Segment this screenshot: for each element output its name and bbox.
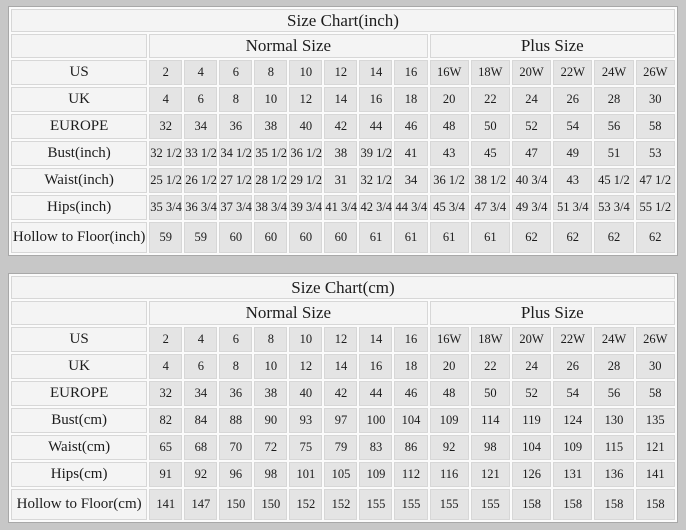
- size-cell: 14: [359, 327, 392, 352]
- size-cell: 28 1/2: [254, 168, 287, 193]
- table-row: [11, 168, 675, 193]
- size-cell: 34: [394, 168, 427, 193]
- size-cell: 24: [512, 87, 551, 112]
- size-cell: 56: [594, 114, 633, 139]
- normal-size-header: Normal Size: [149, 34, 427, 58]
- row-label-bust-cm: Bust(cm): [11, 408, 147, 433]
- size-cell: 93: [289, 408, 322, 433]
- table-row: [11, 327, 675, 352]
- size-cell: 155: [471, 489, 510, 520]
- size-cell: 136: [594, 462, 633, 487]
- size-cell: 33 1/2: [184, 141, 217, 166]
- size-cell: 130: [594, 408, 633, 433]
- size-cell: 28: [594, 354, 633, 379]
- size-cell: 109: [359, 462, 392, 487]
- size-chart-table-size-chart-inch: [8, 6, 678, 256]
- size-cell: 6: [184, 87, 217, 112]
- size-cell: 60: [289, 222, 322, 253]
- corner-cell: [11, 301, 147, 325]
- size-cell: 84: [184, 408, 217, 433]
- size-cell: 104: [512, 435, 551, 460]
- size-cell: 61: [394, 222, 427, 253]
- size-cell: 38: [254, 381, 287, 406]
- size-cell: 42: [324, 114, 357, 139]
- size-cell: 68: [184, 435, 217, 460]
- size-cell: 155: [394, 489, 427, 520]
- size-cell: 38: [324, 141, 357, 166]
- size-cell: 4: [149, 354, 182, 379]
- size-cell: 29 1/2: [289, 168, 322, 193]
- size-cell: 43: [553, 168, 592, 193]
- size-cell: 44: [359, 114, 392, 139]
- size-cell: 62: [636, 222, 675, 253]
- corner-cell: [11, 34, 147, 58]
- size-cell: 36: [219, 114, 252, 139]
- size-cell: 35 3/4: [149, 195, 182, 220]
- size-cell: 6: [184, 354, 217, 379]
- size-cell: 38 1/2: [471, 168, 510, 193]
- size-cell: 22: [471, 354, 510, 379]
- size-cell: 26W: [636, 60, 675, 85]
- size-cell: 16: [394, 327, 427, 352]
- size-cell: 56: [594, 381, 633, 406]
- size-cell: 8: [219, 87, 252, 112]
- size-cell: 124: [553, 408, 592, 433]
- size-cell: 20W: [512, 327, 551, 352]
- size-cell: 28: [594, 87, 633, 112]
- row-label-uk: UK: [11, 87, 147, 112]
- size-cell: 109: [553, 435, 592, 460]
- size-cell: 150: [254, 489, 287, 520]
- size-cell: 18: [394, 87, 427, 112]
- size-cell: 39 1/2: [359, 141, 392, 166]
- size-cell: 22W: [553, 60, 592, 85]
- size-cell: 31: [324, 168, 357, 193]
- size-cell: 36 1/2: [430, 168, 469, 193]
- size-cell: 4: [184, 60, 217, 85]
- row-label-hips-cm: Hips(cm): [11, 462, 147, 487]
- size-cell: 8: [219, 354, 252, 379]
- size-cell: 45: [471, 141, 510, 166]
- table-row: [11, 60, 675, 85]
- table-row: [11, 87, 675, 112]
- size-cell: 96: [219, 462, 252, 487]
- size-cell: 12: [289, 87, 322, 112]
- size-cell: 42: [324, 381, 357, 406]
- row-label-waist-cm: Waist(cm): [11, 435, 147, 460]
- size-cell: 79: [324, 435, 357, 460]
- size-cell: 49: [553, 141, 592, 166]
- size-cell: 155: [430, 489, 469, 520]
- size-cell: 54: [553, 381, 592, 406]
- row-label-hollow-to-floor-cm: Hollow to Floor(cm): [11, 489, 147, 520]
- size-cell: 59: [184, 222, 217, 253]
- size-cell: 16: [359, 87, 392, 112]
- table-row: [11, 489, 675, 520]
- size-cell: 42 3/4: [359, 195, 392, 220]
- size-cell: 38: [254, 114, 287, 139]
- size-cell: 34: [184, 381, 217, 406]
- size-cell: 101: [289, 462, 322, 487]
- size-cell: 47: [512, 141, 551, 166]
- plus-size-header: Plus Size: [430, 34, 676, 58]
- size-cell: 14: [359, 60, 392, 85]
- size-cell: 152: [289, 489, 322, 520]
- size-cell: 26W: [636, 327, 675, 352]
- size-cell: 36 1/2: [289, 141, 322, 166]
- size-cell: 158: [594, 489, 633, 520]
- size-cell: 88: [219, 408, 252, 433]
- size-cell: 10: [289, 60, 322, 85]
- size-cell: 40: [289, 114, 322, 139]
- size-cell: 30: [636, 87, 675, 112]
- row-label-waist-inch: Waist(inch): [11, 168, 147, 193]
- size-cell: 6: [219, 60, 252, 85]
- size-cell: 60: [324, 222, 357, 253]
- size-cell: 116: [430, 462, 469, 487]
- size-cell: 158: [636, 489, 675, 520]
- size-cell: 82: [149, 408, 182, 433]
- row-label-bust-inch: Bust(inch): [11, 141, 147, 166]
- size-cell: 126: [512, 462, 551, 487]
- size-cell: 45 1/2: [594, 168, 633, 193]
- size-cell: 135: [636, 408, 675, 433]
- size-cell: 51: [594, 141, 633, 166]
- size-cell: 18W: [471, 60, 510, 85]
- row-label-hollow-to-floor-inch: Hollow to Floor(inch): [11, 222, 147, 253]
- size-cell: 62: [512, 222, 551, 253]
- size-cell: 155: [359, 489, 392, 520]
- size-cell: 100: [359, 408, 392, 433]
- size-cell: 61: [471, 222, 510, 253]
- size-cell: 39 3/4: [289, 195, 322, 220]
- size-cell: 46: [394, 114, 427, 139]
- size-cell: 18W: [471, 327, 510, 352]
- size-cell: 32 1/2: [359, 168, 392, 193]
- size-cell: 16: [359, 354, 392, 379]
- size-cell: 158: [512, 489, 551, 520]
- size-cell: 45 3/4: [430, 195, 469, 220]
- size-cell: 90: [254, 408, 287, 433]
- size-cell: 12: [324, 60, 357, 85]
- size-cell: 75: [289, 435, 322, 460]
- table-row: [11, 141, 675, 166]
- size-cell: 44: [359, 381, 392, 406]
- size-cell: 12: [289, 354, 322, 379]
- size-cell: 10: [254, 354, 287, 379]
- size-cell: 86: [394, 435, 427, 460]
- size-cell: 14: [324, 354, 357, 379]
- size-cell: 121: [471, 462, 510, 487]
- size-cell: 60: [219, 222, 252, 253]
- size-cell: 10: [254, 87, 287, 112]
- size-cell: 98: [471, 435, 510, 460]
- row-label-hips-inch: Hips(inch): [11, 195, 147, 220]
- size-cell: 10: [289, 327, 322, 352]
- size-cell: 32: [149, 114, 182, 139]
- size-cell: 65: [149, 435, 182, 460]
- size-cell: 119: [512, 408, 551, 433]
- size-cell: 30: [636, 354, 675, 379]
- size-cell: 12: [324, 327, 357, 352]
- size-cell: 53 3/4: [594, 195, 633, 220]
- size-cell: 50: [471, 381, 510, 406]
- size-cell: 22: [471, 87, 510, 112]
- size-cell: 34: [184, 114, 217, 139]
- size-cell: 32: [149, 381, 182, 406]
- plus-size-header: Plus Size: [430, 301, 675, 325]
- size-cell: 54: [553, 114, 592, 139]
- table-title: Size Chart(cm): [11, 276, 675, 299]
- size-cell: 8: [254, 327, 287, 352]
- table-row: [11, 462, 675, 487]
- size-cell: 2: [149, 60, 182, 85]
- size-cell: 112: [394, 462, 427, 487]
- size-cell: 72: [254, 435, 287, 460]
- size-cell: 48: [430, 381, 469, 406]
- size-cell: 40 3/4: [512, 168, 551, 193]
- size-cell: 121: [636, 435, 675, 460]
- size-cell: 83: [359, 435, 392, 460]
- size-cell: 41: [394, 141, 427, 166]
- size-cell: 26: [553, 354, 592, 379]
- size-cell: 60: [254, 222, 287, 253]
- size-cell: 97: [324, 408, 357, 433]
- size-cell: 40: [289, 381, 322, 406]
- row-label-us: US: [11, 327, 147, 352]
- size-cell: 115: [594, 435, 633, 460]
- size-cell: 26 1/2: [184, 168, 217, 193]
- size-cell: 26: [553, 87, 592, 112]
- size-cell: 49 3/4: [512, 195, 551, 220]
- table-row: [11, 435, 675, 460]
- table-row: [11, 222, 675, 253]
- size-cell: 47 1/2: [636, 168, 675, 193]
- size-cell: 62: [594, 222, 633, 253]
- row-label-us: US: [11, 60, 147, 85]
- size-cell: 38 3/4: [254, 195, 287, 220]
- size-cell: 152: [324, 489, 357, 520]
- size-cell: 24W: [594, 327, 633, 352]
- size-cell: 51 3/4: [553, 195, 592, 220]
- row-label-uk: UK: [11, 354, 147, 379]
- size-cell: 141: [636, 462, 675, 487]
- size-cell: 92: [430, 435, 469, 460]
- size-cell: 70: [219, 435, 252, 460]
- size-cell: 20: [430, 354, 469, 379]
- size-cell: 47 3/4: [471, 195, 510, 220]
- size-cell: 91: [149, 462, 182, 487]
- size-chart-table-size-chart-cm: [8, 273, 678, 523]
- table-row: [11, 381, 675, 406]
- size-cell: 48: [430, 114, 469, 139]
- size-cell: 58: [636, 114, 675, 139]
- table-title: Size Chart(inch): [11, 9, 675, 32]
- size-cell: 27 1/2: [219, 168, 252, 193]
- size-cell: 6: [219, 327, 252, 352]
- table-row: [11, 408, 675, 433]
- size-cell: 24W: [594, 60, 633, 85]
- size-cell: 36 3/4: [184, 195, 217, 220]
- size-cell: 25 1/2: [149, 168, 182, 193]
- size-cell: 50: [471, 114, 510, 139]
- size-cell: 131: [553, 462, 592, 487]
- size-cell: 20W: [512, 60, 551, 85]
- normal-size-header: Normal Size: [149, 301, 427, 325]
- size-cell: 104: [394, 408, 427, 433]
- size-cell: 52: [512, 381, 551, 406]
- size-cell: 52: [512, 114, 551, 139]
- size-cell: 105: [324, 462, 357, 487]
- size-cell: 8: [254, 60, 287, 85]
- table-row: [11, 195, 675, 220]
- size-cell: 20: [430, 87, 469, 112]
- size-cell: 59: [149, 222, 182, 253]
- size-cell: 43: [430, 141, 469, 166]
- size-cell: 44 3/4: [394, 195, 427, 220]
- size-cell: 62: [553, 222, 592, 253]
- size-cell: 16W: [430, 60, 469, 85]
- size-cell: 37 3/4: [219, 195, 252, 220]
- size-cell: 41 3/4: [324, 195, 357, 220]
- size-cell: 141: [149, 489, 182, 520]
- size-cell: 4: [184, 327, 217, 352]
- size-cell: 24: [512, 354, 551, 379]
- size-cell: 58: [636, 381, 675, 406]
- size-cell: 16W: [430, 327, 469, 352]
- size-cell: 92: [184, 462, 217, 487]
- size-cell: 61: [359, 222, 392, 253]
- size-cell: 109: [430, 408, 469, 433]
- size-cell: 158: [553, 489, 592, 520]
- size-cell: 32 1/2: [149, 141, 182, 166]
- size-cell: 55 1/2: [636, 195, 675, 220]
- row-label-europe: EUROPE: [11, 381, 147, 406]
- table-row: [11, 354, 675, 379]
- size-cell: 14: [324, 87, 357, 112]
- size-cell: 35 1/2: [254, 141, 287, 166]
- size-cell: 114: [471, 408, 510, 433]
- table-row: [11, 114, 675, 139]
- size-cell: 53: [636, 141, 675, 166]
- size-cell: 4: [149, 87, 182, 112]
- size-cell: 147: [184, 489, 217, 520]
- row-label-europe: EUROPE: [11, 114, 147, 139]
- size-cell: 22W: [553, 327, 592, 352]
- size-cell: 2: [149, 327, 182, 352]
- size-cell: 150: [219, 489, 252, 520]
- size-cell: 34 1/2: [219, 141, 252, 166]
- size-cell: 16: [394, 60, 427, 85]
- size-cell: 18: [394, 354, 427, 379]
- size-cell: 61: [430, 222, 469, 253]
- size-cell: 98: [254, 462, 287, 487]
- size-cell: 46: [394, 381, 427, 406]
- size-cell: 36: [219, 381, 252, 406]
